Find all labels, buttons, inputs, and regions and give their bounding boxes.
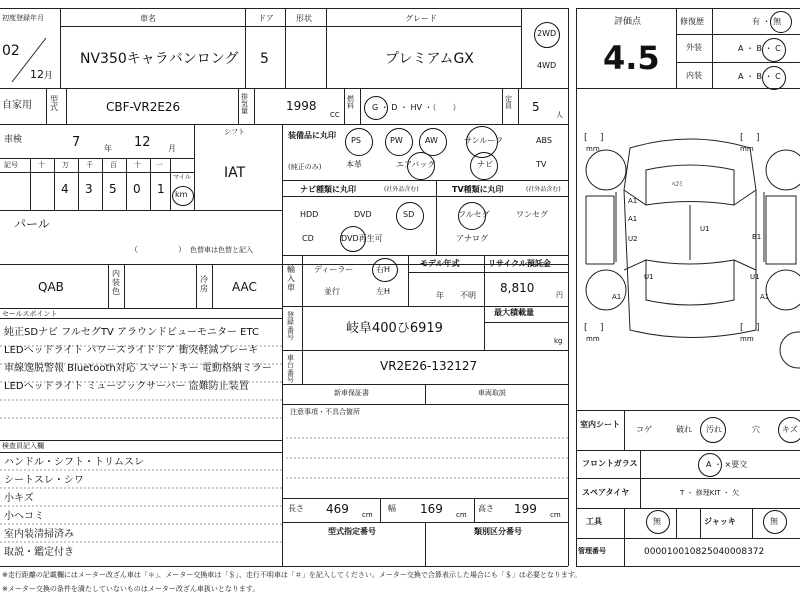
length-value: 469	[326, 502, 349, 516]
equipment-label: 装備品に丸印	[288, 131, 336, 140]
color-paren: （ ）	[130, 245, 186, 254]
navi-note: (社外品含む)	[384, 186, 419, 193]
mm-label: mm	[586, 335, 600, 343]
ac-label: 冷房	[200, 275, 208, 293]
doors-label: ドア	[258, 14, 274, 23]
shift-label: シフト	[224, 128, 245, 136]
equipment-item: TV	[536, 160, 547, 169]
mileage-digit: 0	[133, 182, 141, 196]
svg-text:]: ]	[756, 133, 760, 143]
model-year-unknown: 不明	[460, 291, 476, 300]
inspection-month-unit: 月	[168, 144, 176, 153]
width-value: 169	[420, 502, 443, 516]
interior-color-label: 内装色	[112, 269, 120, 296]
interior-seat-value: 汚れ	[706, 425, 722, 434]
damage-mark: A1	[612, 293, 622, 301]
chassis-value: VR2E26-132127	[380, 359, 478, 373]
footer-note-2: ※メーター交換の条件を満たしていないものはメーター改ざん車扱いとなります。	[2, 585, 260, 593]
navi-item: フルセグ	[458, 210, 490, 219]
recycle-value: 8,810	[500, 281, 535, 295]
warranty-label: 新車保証書	[334, 389, 369, 397]
glass-values: A ・ ×要交	[706, 460, 748, 469]
svg-text:]: ]	[600, 323, 604, 333]
interior-seat-value: キズ	[782, 425, 798, 434]
inspection-year-unit: 年	[104, 144, 112, 153]
car-name-label: 車名	[140, 14, 156, 23]
damage-mark: B1	[752, 233, 762, 241]
recycle-label: リサイクル預託金	[488, 259, 551, 268]
inspector-line: 室内装清掃済み	[4, 529, 74, 540]
grade-value: プレミアムGX	[385, 51, 474, 67]
reg-date-label: 初度登録年月	[2, 14, 44, 22]
interior-circle-scratch	[778, 417, 800, 443]
navi-item: HDD	[300, 210, 319, 219]
inspection-month: 12	[134, 135, 151, 150]
mm-label: mm	[740, 335, 754, 343]
mileage-digit: 1	[157, 182, 165, 196]
diagram-note: ﾍｺﾐ	[672, 180, 683, 188]
color-code: QAB	[38, 280, 64, 294]
displacement-label: 排気量	[241, 93, 248, 115]
recycle-unit: 円	[556, 291, 563, 299]
inspector-line: シートスレ・シワ	[4, 475, 84, 486]
model-year-unit: 年	[436, 291, 444, 300]
glass-label: フロントガラス	[582, 459, 638, 468]
exterior-label: 外装	[686, 43, 702, 52]
plate-label: 登録番号	[287, 311, 294, 342]
mileage-digit: 3	[85, 182, 93, 196]
capacity-unit: 人	[556, 111, 563, 119]
equipment-item: サンルーフ	[464, 136, 503, 145]
damage-mark: A1	[760, 293, 770, 301]
displacement-value: 1998	[286, 99, 317, 113]
equipment-item: PW	[390, 136, 403, 145]
capacity-label: 定員	[505, 95, 512, 110]
height-unit: cm	[550, 511, 561, 519]
mm-label: mm	[740, 145, 754, 153]
max-load-label: 最大積載量	[494, 308, 534, 317]
inspector-line: 小ヘコミ	[4, 511, 44, 522]
mileage-unit-km: km	[175, 190, 188, 199]
jack-label: ジャッキ	[704, 517, 736, 526]
navi-title: ナビ種類に丸印	[300, 185, 356, 194]
mileage-digit: 5	[109, 182, 117, 196]
svg-text:[: [	[584, 133, 588, 143]
svg-text:]: ]	[600, 133, 604, 143]
interior-seat-value: コゲ	[636, 425, 652, 434]
inspector-line: 小キズ	[4, 493, 34, 504]
damage-mark: U2	[628, 235, 638, 243]
equipment-item: AW	[425, 136, 438, 145]
inspection-year: 7	[72, 135, 81, 150]
manual-label: 車両取説	[478, 389, 506, 397]
doors-value: 5	[260, 51, 269, 67]
inspector-line: 取説・鑑定付き	[4, 547, 74, 558]
damage-mark: U1	[644, 273, 654, 281]
reg-month: 12	[30, 68, 44, 81]
mileage-header: 百	[110, 161, 117, 169]
mgmt-label: 管理番号	[578, 547, 606, 555]
tools-label: 工具	[586, 517, 602, 526]
model-value: CBF-VR2E26	[106, 100, 181, 114]
score-value: 4.5	[603, 39, 660, 77]
import-label: 輸入車	[287, 265, 295, 292]
svg-text:[: [	[740, 133, 744, 143]
height-value: 199	[514, 502, 537, 516]
interior-seat-value: 破れ	[676, 425, 692, 434]
model-label: 型式	[50, 95, 58, 112]
tools-circle	[646, 510, 670, 534]
import-parallel: 並行	[324, 287, 340, 296]
inspector-label: 検査員記入欄	[2, 442, 44, 450]
equipment-sublabel: (純正のみ)	[288, 163, 322, 171]
glass-circle	[698, 453, 722, 477]
drive-4wd: 4WD	[537, 61, 557, 70]
import-right: 右H	[376, 265, 391, 274]
width-label: 幅	[388, 504, 396, 513]
damage-mark: A1	[628, 215, 638, 223]
mileage-header: 記号	[4, 161, 18, 169]
sales-point-line: LEDヘッドライト パワースライドドア 衝突軽減ブレーキ	[4, 345, 259, 356]
notes-label: 注意事項・不具合箇所	[290, 408, 360, 416]
plate-value: 岐阜400ひ6919	[346, 321, 443, 336]
reg-year: 02	[2, 43, 20, 59]
navi-item: DVD再生可	[341, 234, 383, 243]
spare-values: T ・ 修理KIT ・ 欠	[680, 489, 740, 497]
sales-point-line: 純正SDナビ フルセグTV アラウンドビューモニター ETC	[4, 327, 259, 338]
type-label: 型式指定番号	[328, 527, 376, 536]
damage-mark: U1	[700, 225, 710, 233]
car-name: NV350キャラバンロング	[80, 51, 239, 67]
inspector-line: ハンドル・シフト・トリムスレ	[4, 457, 144, 468]
spare-label: スペアタイヤ	[582, 488, 630, 497]
width-unit: cm	[456, 511, 467, 519]
exterior-values: A ・ B ・ C	[738, 44, 781, 53]
svg-text:]: ]	[756, 323, 760, 333]
damage-mark: A1	[628, 197, 638, 205]
mgmt-value: 000010010825040008372	[644, 547, 765, 557]
footer-note-1: ※走行距離の記載欄にはメーター改ざん車は「＊」、メーター交換車は「＄」、走行不明車は「＃」を記入してください。メーター交換で合算表示した場合にも「＄」は必要となります。	[2, 571, 582, 579]
mileage-header: 十	[38, 161, 45, 169]
interior-seat-label: 室内シート	[580, 420, 620, 429]
class-label: 類別区分番号	[474, 527, 522, 536]
grade-label: グレード	[405, 14, 437, 23]
capacity-value: 5	[532, 100, 540, 114]
interior-label: 内装	[686, 71, 702, 80]
reg-month-unit: 月	[44, 71, 54, 81]
equipment-item: ナビ	[477, 160, 493, 169]
mileage-digit: 4	[61, 182, 69, 196]
navi-item: DVD	[354, 210, 372, 219]
height-label: 高さ	[478, 504, 494, 513]
color-note: 色替車は色替と記入	[190, 246, 253, 254]
model-year-label: モデル年式	[420, 259, 460, 268]
mileage-header: 千	[86, 161, 93, 169]
mileage-header: 一	[156, 161, 163, 169]
interior-seat-value: 穴	[752, 425, 760, 434]
equipment-item: PS	[351, 136, 361, 145]
navi-item: ワンセグ	[516, 210, 548, 219]
shape-label: 形状	[296, 14, 312, 23]
navi-item: アナログ	[456, 234, 488, 243]
fuel-label: 燃料	[347, 95, 354, 110]
navi-item: SD	[403, 210, 415, 219]
mm-label: mm	[586, 145, 600, 153]
length-label: 長さ	[288, 504, 304, 513]
svg-text:[: [	[584, 323, 588, 333]
drive-2wd: 2WD	[537, 29, 557, 38]
max-load-unit: kg	[554, 337, 563, 345]
mileage-unit-mile: マイル	[173, 174, 191, 181]
jack-value: 無	[770, 517, 778, 526]
ac-value: AAC	[232, 280, 257, 294]
navi-item: CD	[302, 234, 314, 243]
shift-value: IAT	[224, 165, 246, 181]
repair-label: 修復歴	[680, 17, 704, 26]
interior-values: A ・ B ・ C	[738, 72, 781, 81]
use-type: 自家用	[2, 100, 32, 111]
tv-note: (社外品含む)	[526, 186, 561, 193]
import-dealer: ディーラー	[314, 265, 354, 274]
sales-point-line: LEDヘッドライト ミュージックサーバー 盗難防止装置	[4, 381, 249, 392]
inspection-label: 車検	[4, 135, 23, 145]
import-left: 左H	[376, 287, 391, 296]
chassis-label: 車台番号	[287, 354, 294, 385]
interior-circle-dirty	[700, 417, 726, 443]
color-value: パール	[14, 217, 50, 231]
displacement-unit: CC	[330, 111, 340, 119]
equipment-item: 本革	[346, 160, 362, 169]
sales-points-label: セールスポイント	[2, 310, 58, 318]
tv-title: TV種類に丸印	[452, 185, 504, 194]
equipment-item: ABS	[536, 136, 552, 145]
mileage-header: 十	[134, 161, 141, 169]
length-unit: cm	[362, 511, 373, 519]
svg-text:[: [	[740, 323, 744, 333]
fuel-values: G ・ D ・ HV ・（ ）	[372, 103, 461, 112]
mileage-header: 万	[62, 161, 69, 169]
equipment-item: エアバッグ	[396, 160, 436, 169]
damage-mark: U1	[750, 273, 760, 281]
sales-point-line: 車線逸脱警報 Bluetooth対応 スマートキー 電動格納ミラー	[4, 363, 272, 374]
repair-values: 有 ・ 無	[752, 17, 782, 26]
tools-value: 無	[653, 517, 661, 526]
score-label: 評価点	[614, 17, 642, 27]
jack-circle	[763, 510, 787, 534]
